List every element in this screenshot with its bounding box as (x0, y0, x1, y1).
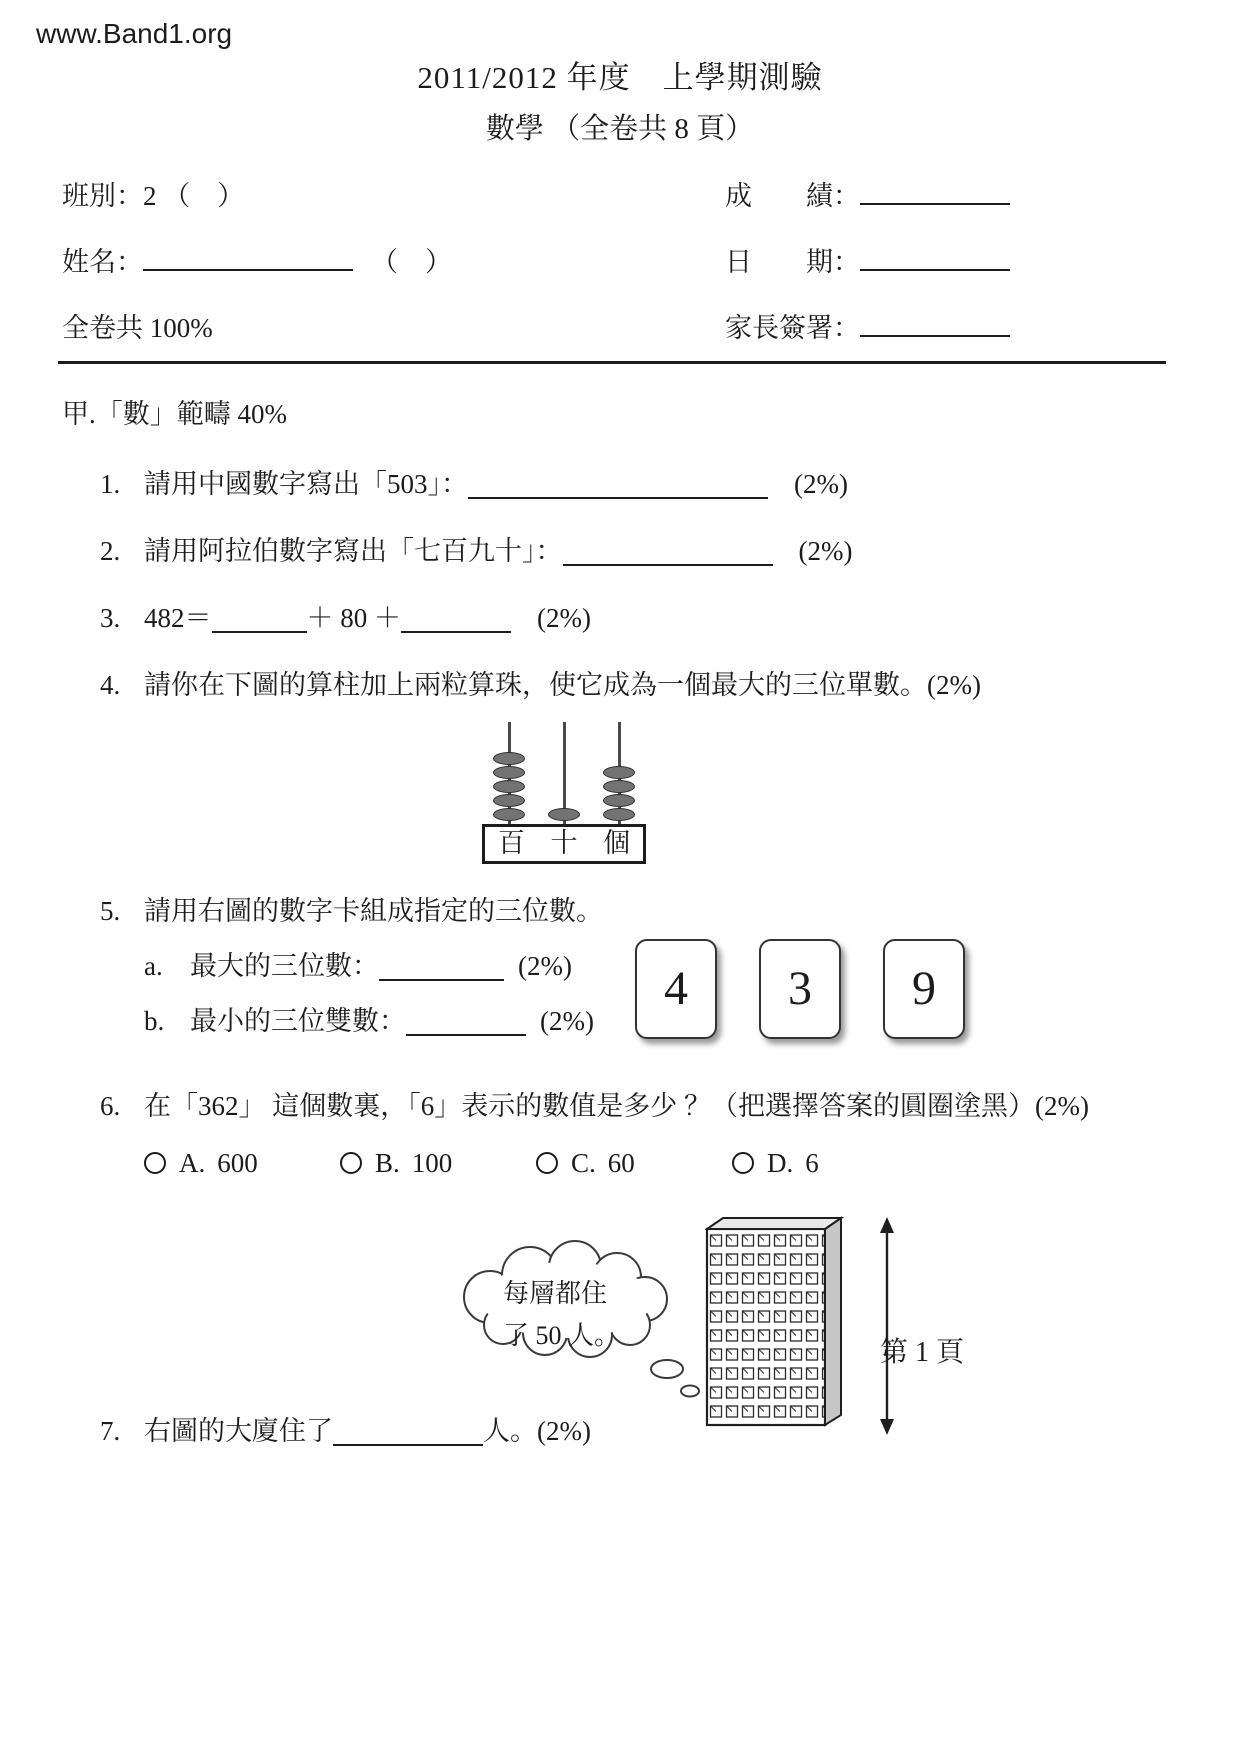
total-marks-label: 全卷共 100% (62, 313, 213, 343)
building-drawing (705, 1215, 915, 1437)
option-a-value: 600 (217, 1147, 258, 1178)
question-6-options (144, 1144, 1160, 1183)
question-5a-label: a. (144, 950, 163, 981)
question-6 (100, 1087, 1160, 1183)
parent-signature-blank (860, 327, 1010, 337)
score-label: 成 績： (725, 181, 860, 211)
abacus-bead (493, 808, 525, 821)
question-5a-answer-blank (379, 971, 504, 981)
exam-title-line1: 2011/2012 年度 上學期測驗 (417, 60, 823, 95)
option-b-value: 100 (411, 1147, 453, 1178)
question-1-marks: (2%) (794, 469, 848, 499)
question-3-number: 3. (100, 603, 121, 634)
question-5a-text: 最大的三位數： (190, 950, 379, 981)
question-6-text: 在「362」 這個數裏，「6」表示的數值是多少 ？（把選擇答案的圓圈塗黑）(2%) (144, 1090, 1089, 1121)
abacus-bead (493, 794, 525, 807)
thought-bubble (445, 1237, 705, 1419)
question-3-equation-middle: ＋ 80 ＋ (306, 603, 401, 634)
abacus-bead (493, 752, 525, 765)
question-5b-marks: (2%) (540, 1005, 594, 1036)
option-d-value: 6 (805, 1147, 819, 1178)
number-card-9: 9 (883, 939, 965, 1039)
question-1-answer-blank (468, 489, 768, 499)
option-a-label: A. (179, 1147, 206, 1178)
question-5-subquestions (144, 947, 1160, 1067)
question-1-text: 請用中國數字寫出「503」： (144, 469, 468, 499)
question-7 (100, 1412, 591, 1451)
question-1 (100, 465, 1160, 504)
abacus-label-hundreds: 百 (497, 828, 525, 858)
score-blank (860, 195, 1010, 205)
question-5a-marks: (2%) (518, 950, 572, 981)
question-3-blank-1 (212, 623, 307, 633)
option-b-circle-icon (340, 1152, 362, 1174)
parent-signature-label: 家長簽署： (725, 313, 860, 343)
question-2 (100, 532, 1160, 571)
question-3 (100, 599, 1160, 638)
option-c-circle-icon (536, 1152, 558, 1174)
header-row-2 (62, 240, 1160, 279)
question-1-number: 1. (100, 469, 121, 499)
header-row-3 (62, 306, 1160, 345)
height-arrow-icon (880, 1217, 894, 1435)
question-5b-answer-blank (406, 1026, 526, 1036)
header-row-1 (62, 174, 1160, 213)
option-d (732, 1144, 928, 1183)
question-4 (100, 666, 1160, 867)
abacus-base-frame (482, 824, 646, 864)
question-7-region (100, 1219, 1160, 1455)
site-watermark: www.Band1.org (36, 18, 233, 49)
abacus-label-tens: 十 (550, 828, 578, 858)
option-b-label: B. (375, 1147, 400, 1178)
number-card-4: 4 (635, 939, 717, 1039)
bubble-text-line1: 每層都住 (503, 1278, 608, 1308)
question-2-text: 請用阿拉伯數字寫出「七百九十」： (144, 536, 563, 567)
abacus-label-units: 個 (603, 828, 631, 858)
option-d-circle-icon (732, 1152, 754, 1174)
abacus-figure (474, 722, 654, 864)
question-3-blank-2 (401, 623, 511, 633)
question-5 (100, 892, 1160, 1067)
question-7-text: 右圖的大廈住了 (144, 1415, 333, 1446)
abacus-beads-tens (548, 807, 580, 821)
option-a (144, 1144, 340, 1183)
exam-title-line2: 數學 （全卷共 8 頁） (485, 113, 755, 145)
question-5-number: 5. (100, 895, 121, 926)
number-cards (635, 939, 965, 1039)
option-c-label: C. (571, 1147, 596, 1178)
option-a-circle-icon (144, 1152, 166, 1174)
date-label: 日 期： (725, 247, 860, 277)
page-number: 第 1 頁 (880, 1337, 965, 1368)
name-blank (143, 261, 353, 271)
question-4-text: 請你在下圖的算柱加上兩粒算珠，使它成為一個最大的三位單數。(2%) (144, 670, 981, 701)
header-divider (58, 361, 1166, 364)
question-5b-text: 最小的三位雙數： (190, 1005, 406, 1036)
bubble-text (503, 1273, 663, 1356)
abacus-bead (548, 808, 580, 821)
option-d-label: D. (767, 1147, 794, 1178)
section-a-heading: 甲.「數」範疇 40% (62, 399, 287, 429)
question-3-equation-start: 482＝ (144, 603, 212, 634)
building-figure (705, 1215, 915, 1437)
question-3-marks: (2%) (537, 603, 591, 634)
question-4-number: 4. (100, 670, 121, 701)
name-label: 姓名： (62, 247, 143, 277)
exam-header-fields (62, 174, 1160, 345)
abacus-beads-units (603, 765, 635, 821)
option-c (536, 1144, 732, 1183)
question-7-answer-blank (333, 1436, 483, 1446)
question-5-text: 請用右圖的數字卡組成指定的三位數。 (144, 895, 603, 926)
abacus-beads-hundreds (493, 751, 525, 821)
abacus-bead (603, 780, 635, 793)
question-2-answer-blank (563, 556, 773, 566)
abacus-bead (603, 808, 635, 821)
abacus-bead (603, 794, 635, 807)
class-label: 班別：2 （ ） (62, 181, 245, 211)
abacus-bead (493, 766, 525, 779)
question-5b-label: b. (144, 1005, 165, 1036)
question-6-number: 6. (100, 1090, 121, 1121)
question-7-text-end: 人。(2%) (483, 1415, 591, 1446)
option-c-value: 60 (607, 1147, 635, 1178)
number-card-3: 3 (759, 939, 841, 1039)
bubble-text-line2: 了 50 人。 (503, 1320, 621, 1350)
abacus-bead (493, 780, 525, 793)
question-7-number: 7. (100, 1415, 121, 1446)
question-2-number: 2. (100, 536, 121, 567)
name-paren: （ ） (371, 247, 452, 277)
abacus-bead (603, 766, 635, 779)
question-2-marks: (2%) (798, 536, 853, 567)
option-b (340, 1144, 536, 1183)
date-blank (860, 261, 1010, 271)
